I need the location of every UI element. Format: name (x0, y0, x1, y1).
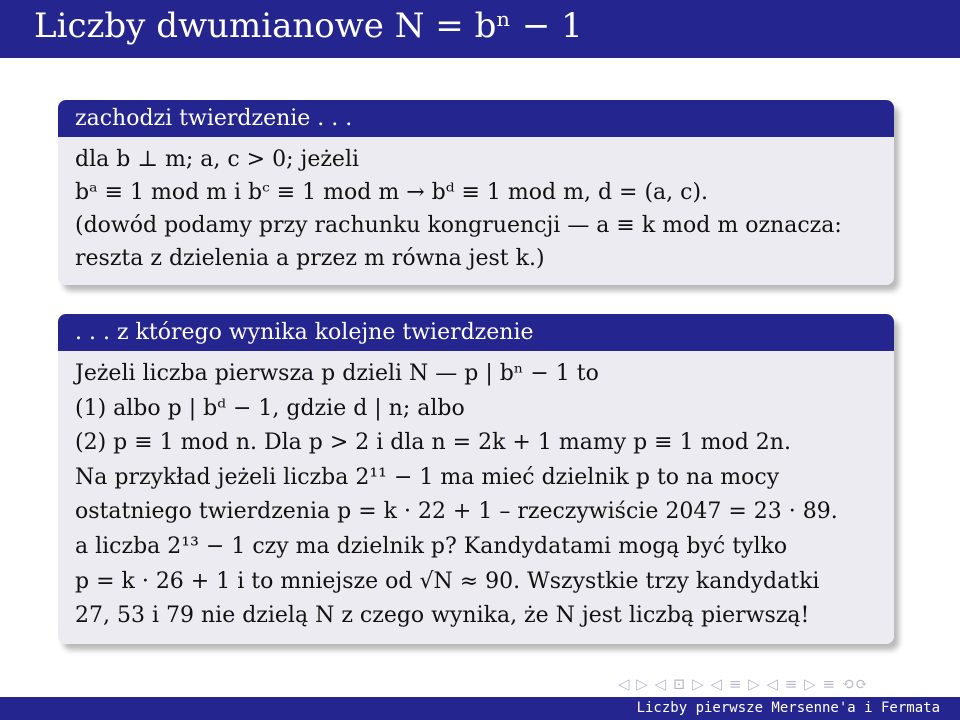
block-1-heading: zachodzi twierdzenie . . . (58, 100, 894, 137)
block-1-line: reszta z dzielenia a przez m równa jest k.) (75, 246, 545, 271)
block-2-heading: . . . z którego wynika kolejne twierdzenie (58, 314, 894, 351)
block-1-line: dla b ⊥ m; a, c > 0; jeżeli (75, 147, 360, 172)
block-2-body (58, 351, 894, 644)
theorem-block-1 (58, 100, 894, 285)
block-2-line: ostatniego twierdzenia p = k · 22 + 1 – rzeczywiście 2047 = 23 · 89. (75, 499, 838, 525)
block-2-line: p = k · 26 + 1 i to mniejsze od √N ≈ 90. Wszystkie trzy kandydatki (75, 568, 820, 594)
block-2-line: (2) p ≡ 1 mod n. Dla p > 2 i dla n = 2k + 1 mamy p ≡ 1 mod 2n. (75, 430, 791, 456)
block-2-line: (1) albo p | bᵈ − 1, gdzie d | n; albo (75, 395, 465, 421)
footer-bar (0, 697, 960, 720)
block-1-line: bᵃ ≡ 1 mod m i bᶜ ≡ 1 mod m → bᵈ ≡ 1 mod m, d = (a, c). (75, 180, 709, 205)
block-2-line: Na przykład jeżeli liczba 2¹¹ − 1 ma mieć dzielnik p to na mocy (75, 464, 780, 490)
block-2-line: a liczba 2¹³ − 1 czy ma dzielnik p? Kandydatami mogą być tylko (75, 533, 788, 559)
footer-title: Liczby pierwsze Mersenne'a i Fermata (636, 700, 940, 716)
block-2-line: 27, 53 i 79 nie dzielą N z czego wynika, że N jest liczbą pierwszą! (75, 603, 810, 629)
navigation-controls[interactable]: ◁ ▷ ◁ ⊡ ▷ ◁ ≡ ▷ ◁ ≡ ▷ ≡ ⟲⟳ (618, 675, 869, 693)
title-bar (0, 0, 960, 58)
slide-title: Liczby dwumianowe N = bⁿ − 1 (34, 6, 583, 46)
block-2-line: Jeżeli liczba pierwsza p dzieli N — p | bⁿ − 1 to (75, 361, 599, 386)
block-1-body (58, 137, 894, 285)
block-1-line: (dowód podamy przy rachunku kongruencji — a ≡ k mod m oznacza: (75, 213, 842, 238)
theorem-block-2 (58, 314, 894, 644)
